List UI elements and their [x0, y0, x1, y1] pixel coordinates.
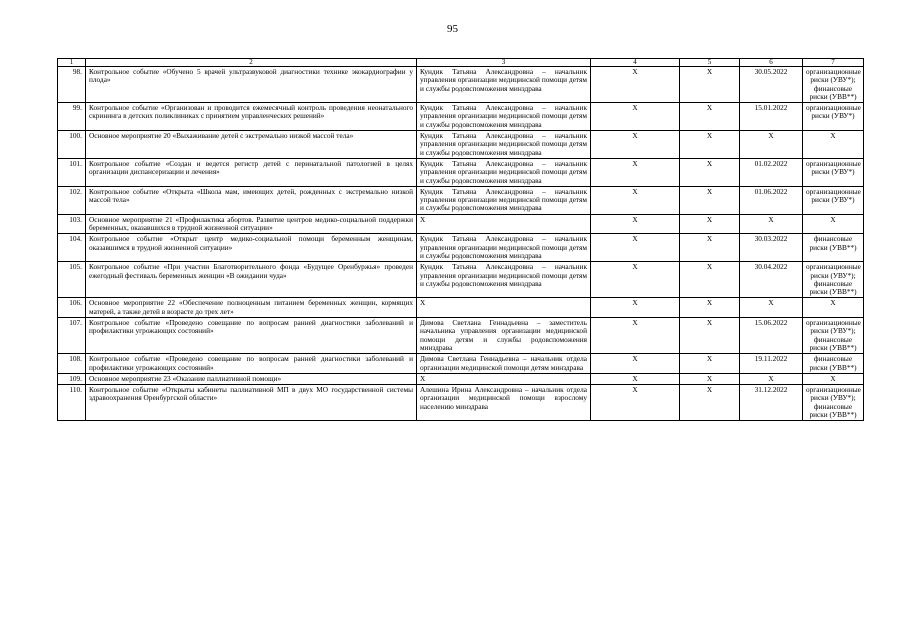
responsible-person: Х — [417, 373, 591, 384]
due-date: 30.03.2022 — [740, 234, 803, 262]
column-4-value: Х — [591, 262, 680, 298]
table-row — [58, 262, 864, 298]
due-date: 01.02.2022 — [740, 158, 803, 186]
risk-type: Х — [803, 373, 864, 384]
column-5-value: Х — [680, 131, 740, 159]
column-5-value: Х — [680, 158, 740, 186]
risk-type: организационные риски (УВУ*) — [803, 103, 864, 131]
column-4-value: Х — [591, 354, 680, 374]
table-header — [58, 59, 864, 67]
risk-type: организационные риски (УВУ*); финансовые риски (УВВ**) — [803, 318, 864, 354]
row-number: 104. — [58, 234, 86, 262]
row-number: 98. — [58, 67, 86, 103]
column-5-value: Х — [680, 298, 740, 318]
row-number: 106. — [58, 298, 86, 318]
activity-name: Контрольное событие «Обучено 5 врачей ультразвуковой диагностики технике экокардиографии у плода» — [86, 67, 417, 103]
due-date: 15.01.2022 — [740, 103, 803, 131]
risk-type: организационные риски (УВУ*); финансовые риски (УВВ**) — [803, 385, 864, 421]
activity-name: Контрольное событие «При участии Благотворительного фонда «Будущее Оренбуржья» проведен ежегодный фестиваль беременных женщин «В ожидании чуда» — [86, 262, 417, 298]
due-date: 30.05.2022 — [740, 67, 803, 103]
table-row — [58, 354, 864, 374]
row-number: 109. — [58, 373, 86, 384]
row-number: 102. — [58, 186, 86, 214]
col-header-5: 5 — [680, 59, 740, 67]
risk-type: организационные риски (УВУ*); финансовые риски (УВВ**) — [803, 262, 864, 298]
table-row — [58, 318, 864, 354]
due-date: 30.04.2022 — [740, 262, 803, 298]
column-4-value: Х — [591, 373, 680, 384]
column-5-value: Х — [680, 67, 740, 103]
column-4-value: Х — [591, 67, 680, 103]
due-date: 15.06.2022 — [740, 318, 803, 354]
table-row — [58, 234, 864, 262]
responsible-person: Димова Светлана Геннадьевна – начальник отдела организации медицинской помощи детям минздрава — [417, 354, 591, 374]
table-row — [58, 158, 864, 186]
column-4-value: Х — [591, 214, 680, 234]
table-row — [58, 298, 864, 318]
responsible-person: Кундик Татьяна Александровна – начальник управления организации медицинской помощи детям и службы родовспоможения минздрава — [417, 234, 591, 262]
column-4-value: Х — [591, 385, 680, 421]
row-number: 110. — [58, 385, 86, 421]
activities-table — [57, 58, 864, 421]
row-number: 108. — [58, 354, 86, 374]
column-5-value: Х — [680, 103, 740, 131]
column-4-value: Х — [591, 158, 680, 186]
column-5-value: Х — [680, 354, 740, 374]
activity-name: Основное мероприятие 20 «Выхаживание детей с экстремально низкой массой тела» — [86, 131, 417, 159]
table-row — [58, 186, 864, 214]
column-5-value: Х — [680, 385, 740, 421]
responsible-person: Алешина Ирина Александровна – начальник отдела организации медицинской помощи взрослому населению минздрава — [417, 385, 591, 421]
due-date: Х — [740, 373, 803, 384]
column-4-value: Х — [591, 186, 680, 214]
activity-name: Контрольное событие «Организован и проводится ежемесячный контроль проведения неонатального скрининга в детских поликлиниках с принятием управленческих решений» — [86, 103, 417, 131]
risk-type: Х — [803, 214, 864, 234]
column-4-value: Х — [591, 234, 680, 262]
column-5-value: Х — [680, 262, 740, 298]
column-4-value: Х — [591, 131, 680, 159]
table-row — [58, 67, 864, 103]
activity-name: Контрольное событие «Открыты кабинеты паллиативной МП в двух МО государственной системы здравоохранения Оренбургской области» — [86, 385, 417, 421]
activity-name: Контрольное событие «Создан и ведется регистр детей с перинатальной патологией в целях организации диспансеризации и лечения» — [86, 158, 417, 186]
column-4-value: Х — [591, 318, 680, 354]
risk-type: Х — [803, 131, 864, 159]
row-number: 101. — [58, 158, 86, 186]
responsible-person: Х — [417, 298, 591, 318]
col-header-3: 3 — [417, 59, 591, 67]
column-4-value: Х — [591, 103, 680, 131]
column-5-value: Х — [680, 186, 740, 214]
risk-type: организационные риски (УВУ*); финансовые риски (УВВ**) — [803, 67, 864, 103]
risk-type: Х — [803, 298, 864, 318]
table-row — [58, 131, 864, 159]
table-body — [58, 67, 864, 421]
due-date: Х — [740, 214, 803, 234]
responsible-person: Кундик Татьяна Александровна – начальник управления организации медицинской помощи детям и службы родовспоможения минздрава — [417, 158, 591, 186]
col-header-4: 4 — [591, 59, 680, 67]
due-date: 01.06.2022 — [740, 186, 803, 214]
activity-name: Контрольное событие «Проведено совещание по вопросам ранней диагностики заболеваний и профилактики угрожающих состояний» — [86, 318, 417, 354]
col-header-2: 2 — [86, 59, 417, 67]
table-row — [58, 385, 864, 421]
risk-type: организационные риски (УВУ*) — [803, 186, 864, 214]
column-5-value: Х — [680, 318, 740, 354]
table-row — [58, 214, 864, 234]
activity-name: Основное мероприятие 22 «Обеспечение полноценным питанием беременных женщин, кормящих матерей, а также детей в возрасте до трех лет» — [86, 298, 417, 318]
responsible-person: Кундик Татьяна Александровна – начальник управления организации медицинской помощи детям и службы родовспоможения минздрава — [417, 131, 591, 159]
activity-name: Основное мероприятие 21 «Профилактика абортов. Развитие центров медико-социальной поддержки беременных, оказавшихся в трудной жизненной ситуации» — [86, 214, 417, 234]
responsible-person: Х — [417, 214, 591, 234]
risk-type: организационные риски (УВУ*) — [803, 158, 864, 186]
responsible-person: Димова Светлана Геннадьевна – заместитель начальника управления организации медицинской помощи детям и службы родовспоможения минздрава — [417, 318, 591, 354]
table-row — [58, 103, 864, 131]
column-5-value: Х — [680, 214, 740, 234]
row-number: 107. — [58, 318, 86, 354]
activity-name: Контрольное событие «Открыт центр медико-социальной помощи беременным женщинам, оказавшимся в трудной жизненной ситуации» — [86, 234, 417, 262]
column-4-value: Х — [591, 298, 680, 318]
due-date: Х — [740, 298, 803, 318]
column-5-value: Х — [680, 373, 740, 384]
row-number: 105. — [58, 262, 86, 298]
col-header-6: 6 — [740, 59, 803, 67]
due-date: 31.12.2022 — [740, 385, 803, 421]
activity-name: Основное мероприятие 23 «Оказание паллиативной помощи» — [86, 373, 417, 384]
column-5-value: Х — [680, 234, 740, 262]
risk-type: финансовые риски (УВВ**) — [803, 234, 864, 262]
responsible-person: Кундик Татьяна Александровна – начальник управления организации медицинской помощи детям и службы родовспоможения минздрава — [417, 103, 591, 131]
responsible-person: Кундик Татьяна Александровна – начальник управления организации медицинской помощи детям и службы родовспоможения минздрава — [417, 262, 591, 298]
responsible-person: Кундик Татьяна Александровна – начальник управления организации медицинской помощи детям и службы родовспоможения минздрава — [417, 186, 591, 214]
responsible-person: Кундик Татьяна Александровна – начальник управления организации медицинской помощи детям и службы родовспоможения минздрава — [417, 67, 591, 103]
col-header-1: 1 — [58, 59, 86, 67]
row-number: 99. — [58, 103, 86, 131]
row-number: 100. — [58, 131, 86, 159]
risk-type: финансовые риски (УВВ**) — [803, 354, 864, 374]
activity-name: Контрольное событие «Открыта «Школа мам, имеющих детей, рожденных с экстремально низкой массой тела» — [86, 186, 417, 214]
activity-name: Контрольное событие «Проведено совещание по вопросам ранней диагностики заболеваний и профилактики угрожающих состояний» — [86, 354, 417, 374]
col-header-7: 7 — [803, 59, 864, 67]
due-date: 19.11.2022 — [740, 354, 803, 374]
table-row — [58, 373, 864, 384]
page-number: 95 — [447, 23, 458, 35]
row-number: 103. — [58, 214, 86, 234]
due-date: Х — [740, 131, 803, 159]
